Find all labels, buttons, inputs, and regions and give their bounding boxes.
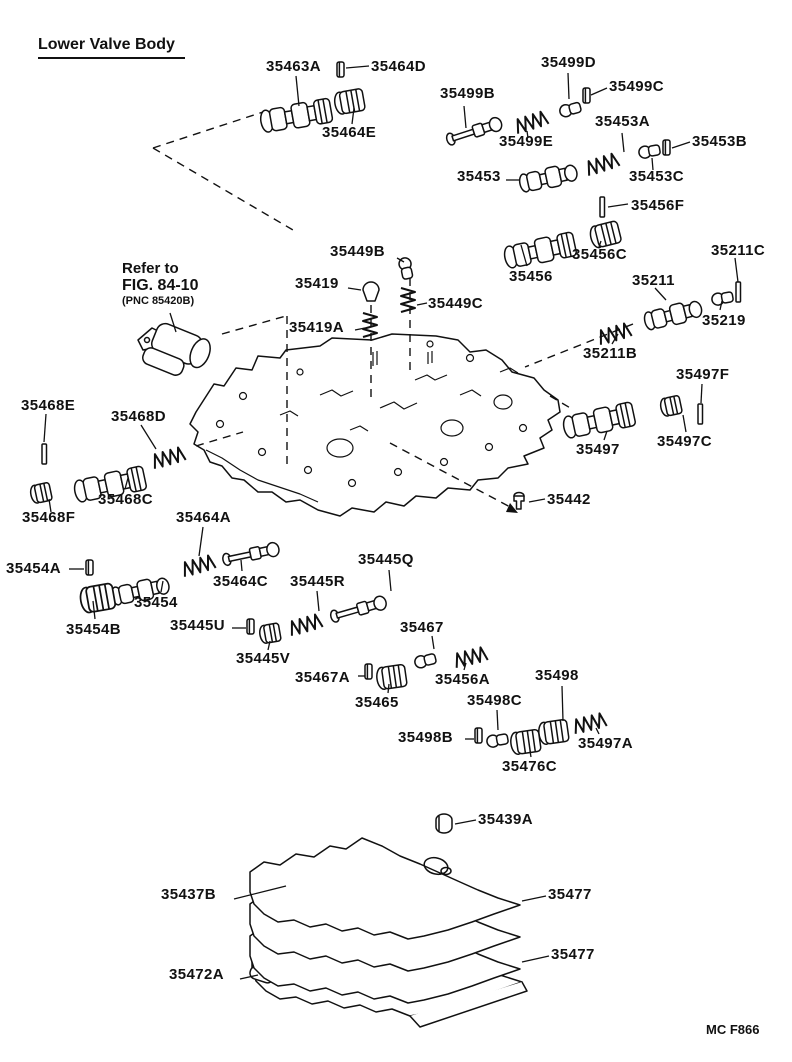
part-label-35499E: 35499E (499, 133, 554, 150)
part-35211 (643, 298, 704, 331)
part-label-35442: 35442 (547, 491, 591, 508)
part-label-35453A: 35453A (595, 113, 650, 130)
part-label-35449C: 35449C (428, 295, 483, 312)
part-label-35468F: 35468F (22, 509, 76, 526)
part-35454B (79, 583, 116, 614)
part-label-35445Q: 35445Q (358, 551, 414, 568)
part-35498 (537, 719, 569, 745)
part-35464E (333, 88, 365, 115)
reference-note-line3: (PNC 85420B) (122, 295, 195, 307)
part-label-35468E: 35468E (21, 397, 76, 414)
part-35465 (375, 664, 407, 690)
part-35497 (562, 402, 636, 440)
part-35219 (711, 291, 734, 306)
part-label-35456C: 35456C (572, 246, 627, 263)
part-35445Q (329, 595, 388, 624)
part-label-35476C: 35476C (502, 758, 557, 775)
part-35445V (258, 623, 281, 644)
part-label-35467A: 35467A (295, 669, 350, 686)
part-35499E (514, 110, 549, 133)
part-35456 (503, 232, 577, 270)
part-label-35468C: 35468C (98, 491, 153, 508)
part-35468E (42, 444, 47, 464)
part-35468D (151, 446, 186, 468)
part-label-35456A: 35456A (435, 671, 490, 688)
part-label-35445V: 35445V (236, 650, 291, 667)
part-label-35454A: 35454A (6, 560, 61, 577)
part-label-35456: 35456 (509, 268, 553, 285)
part-label-35419: 35419 (295, 275, 339, 292)
part-35498B (475, 728, 482, 743)
part-label-35211C: 35211C (711, 242, 766, 259)
plate-stack-drawing (248, 838, 527, 1027)
part-35211C (736, 282, 741, 302)
solenoid-part (138, 320, 214, 385)
part-label-35453: 35453 (457, 168, 501, 185)
part-35456F (600, 197, 605, 217)
part-label-35467: 35467 (400, 619, 444, 636)
part-label-35439A: 35439A (478, 811, 533, 828)
part-35453C (638, 144, 661, 159)
part-35467 (414, 652, 437, 669)
part-label-35497C: 35497C (657, 433, 712, 450)
part-label-35497A: 35497A (578, 735, 633, 752)
reference-note (122, 260, 198, 307)
valve-body-drawing (190, 334, 560, 516)
part-label-35419A: 35419A (289, 319, 344, 336)
part-35467A (365, 664, 372, 679)
part-35439A (436, 814, 452, 833)
part-35497F (698, 404, 703, 424)
part-label-35498B: 35498B (398, 729, 453, 746)
part-35464A (181, 554, 216, 576)
part-label-35498C: 35498C (467, 692, 522, 709)
part-35419A (363, 313, 377, 337)
part-35499D (558, 101, 581, 118)
figure-code: MC F866 (706, 1022, 760, 1037)
part-label-35499C: 35499C (609, 78, 664, 95)
part-label-35445U: 35445U (170, 617, 225, 634)
part-35456C (588, 221, 621, 249)
part-label-35464C: 35464C (213, 573, 268, 590)
part-label-35497F: 35497F (676, 366, 730, 383)
part-35497A (572, 712, 606, 733)
part-35497C (659, 395, 682, 417)
part-label-35454B: 35454B (66, 621, 121, 638)
part-35453B (663, 140, 670, 155)
part-35453 (518, 162, 579, 194)
part-35498C (486, 733, 509, 748)
part-35211B (597, 322, 632, 344)
part-label-35463A: 35463A (266, 58, 321, 75)
part-label-35465: 35465 (355, 694, 399, 711)
part-label-35445R: 35445R (290, 573, 345, 590)
part-label-35499D: 35499D (541, 54, 596, 71)
part-label-35472A: 35472A (169, 966, 224, 983)
part-label-35211B: 35211B (583, 345, 638, 362)
part-35456A (453, 646, 487, 667)
part-label-35497: 35497 (576, 441, 620, 458)
part-35442 (514, 493, 524, 510)
part-35419 (363, 282, 379, 301)
reference-note-line1: Refer to (122, 260, 179, 277)
part-label-35464D: 35464D (371, 58, 426, 75)
part-35445U (247, 619, 254, 634)
part-label-35453C: 35453C (629, 168, 684, 185)
part-35476C (509, 729, 541, 755)
part-35499B (445, 116, 504, 147)
part-label-35211: 35211 (632, 272, 675, 289)
part-label-35219: 35219 (702, 312, 746, 329)
part-35454A (86, 560, 93, 575)
part-35464D (337, 62, 344, 77)
part-label-35449B: 35449B (330, 243, 385, 260)
part-label-35477-upper: 35477 (548, 886, 592, 903)
part-label-35453B: 35453B (692, 133, 747, 150)
reference-note-line2: FIG. 84-10 (122, 277, 199, 294)
part-label-35499B: 35499B (440, 85, 495, 102)
part-35464C (222, 542, 281, 568)
part-35449C (401, 288, 415, 312)
diagram-title: Lower Valve Body (38, 36, 185, 59)
part-label-35454: 35454 (134, 594, 178, 611)
part-label-35468D: 35468D (111, 408, 166, 425)
part-label-35477-lower: 35477 (551, 946, 595, 963)
part-35499C (583, 88, 590, 103)
part-35453A (585, 152, 620, 175)
part-label-35498: 35498 (535, 667, 579, 684)
part-label-35464E: 35464E (322, 124, 377, 141)
part-label-35456F: 35456F (631, 197, 685, 214)
part-label-35437B: 35437B (161, 886, 216, 903)
part-label-35464A: 35464A (176, 509, 231, 526)
part-35445R (288, 613, 323, 635)
